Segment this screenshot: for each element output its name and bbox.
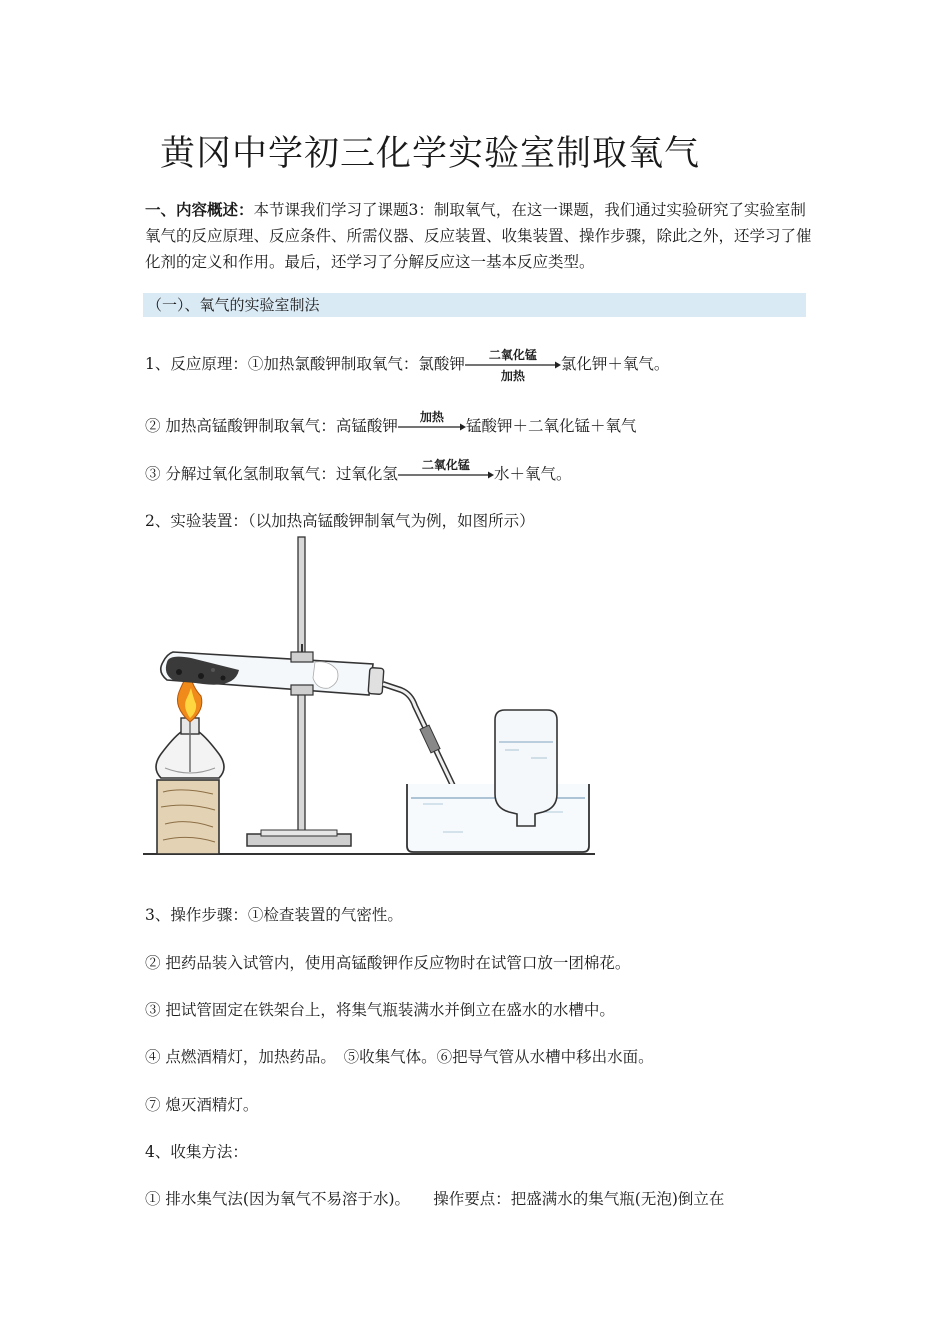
reaction-1-condition-bottom: 加热 — [500, 369, 525, 383]
reaction-2-condition-top: 加热 — [419, 410, 444, 424]
step-3: ③ 把试管固定在铁架台上，将集气瓶装满水并倒立在盛水的水槽中。 — [145, 1001, 615, 1019]
summary-text: 本节课我们学习了课题3：制取氧气，在这一课题，我们通过实验研究了实验室制氧气的反应原理、反应条件、所需仪器、反应装置、收集装置、操作步骤，除此之外，还学习了催化剂的定义和作用。最后，还学习了分解反应这一基本反应类型。 — [145, 201, 812, 271]
reaction-1-condition-top: 二氧化锰 — [488, 348, 537, 362]
reaction-3-condition-top: 二氧化锰 — [421, 458, 470, 472]
step-1: 3、操作步骤：①检查装置的气密性。 — [145, 906, 403, 924]
step-2: ② 把药品装入试管内，使用高锰酸钾作反应物时在试管口放一团棉花。 — [145, 954, 631, 972]
reaction-2-suffix: 锰酸钾＋二氧化锰＋氧气 — [465, 417, 637, 435]
reaction-1-arrow — [465, 348, 561, 383]
section-heading-oxygen-prep: （一）、氧气的实验室制法 — [143, 293, 806, 317]
step-4: ④ 点燃酒精灯，加热药品。 ⑤收集气体。⑥把导气管从水槽中移出水面。 — [145, 1048, 654, 1066]
collect-heading: 4、收集方法： — [145, 1143, 248, 1161]
reaction-3-prefix: ③ 分解过氧化氢制取氧气：过氧化氢 — [145, 465, 398, 483]
reaction-3-arrow — [398, 458, 494, 487]
apparatus-caption: 2、实验装置：（以加热高锰酸钾制氧气为例，如图所示） — [145, 512, 535, 530]
gas-collection-bottle — [495, 710, 557, 826]
reaction-1-prefix: 1、反应原理：①加热氯酸钾制取氧气：氯酸钾 — [145, 355, 465, 373]
reaction-line-1 — [145, 348, 670, 383]
reaction-line-2 — [145, 410, 637, 439]
collect-method-1: ① 排水集气法(因为氧气不易溶于水)。 操作要点：把盛满水的集气瓶(无泡)倒立在 — [145, 1190, 725, 1208]
apparatus-illustration — [143, 532, 598, 862]
page-title: 黄冈中学初三化学实验室制取氧气 — [160, 134, 701, 174]
reaction-3-suffix: 水＋氧气。 — [493, 465, 572, 483]
step-7: ⑦ 熄灭酒精灯。 — [145, 1096, 259, 1114]
wooden-block — [157, 780, 219, 854]
reaction-line-3 — [145, 458, 572, 487]
summary-paragraph — [145, 197, 815, 275]
reaction-2-arrow — [398, 410, 466, 439]
reaction-1-suffix: 氯化钾＋氧气。 — [560, 355, 670, 373]
reaction-2-prefix: ② 加热高锰酸钾制取氧气：高锰酸钾 — [145, 417, 398, 435]
summary-label: 一、内容概述： — [145, 201, 254, 219]
